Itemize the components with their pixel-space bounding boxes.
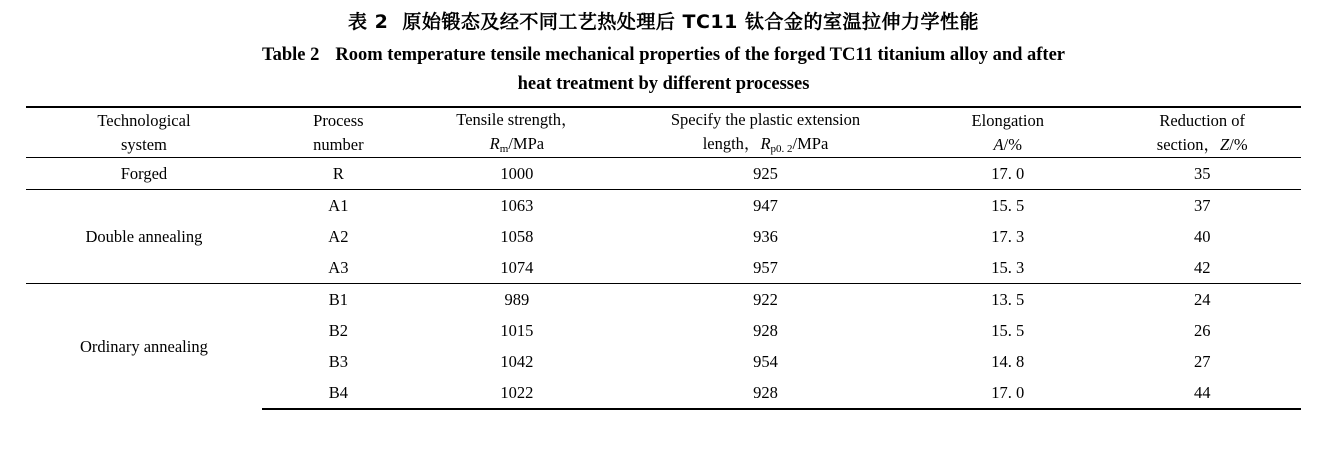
cell-elongation: 13. 5 xyxy=(912,284,1103,316)
cell-reduction: 37 xyxy=(1103,190,1301,222)
cell-reduction: 27 xyxy=(1193,352,1211,372)
table-title-chinese: 原始锻态及经不同工艺热处理后 TC11 钛合金的室温拉伸力学性能 xyxy=(402,11,979,33)
cell-process-number: B2 xyxy=(328,321,348,341)
column-header-technological-system-line1: Technological xyxy=(97,111,191,131)
column-header-tensile-strength-line2 xyxy=(415,132,619,157)
cell-reduction: 35 xyxy=(1103,158,1301,190)
cell-process-number: B3 xyxy=(328,352,348,372)
cell-elongation: 15. 5 xyxy=(912,190,1103,222)
cell-process-number: B4 xyxy=(262,377,415,409)
cell-reduction: 44 xyxy=(1103,377,1301,409)
table-caption-english-line1 xyxy=(26,41,1301,71)
table-row xyxy=(26,158,1301,190)
table-caption-chinese xyxy=(26,0,1301,37)
cell-process-number: A2 xyxy=(328,227,349,247)
table-row xyxy=(26,190,1301,222)
label-section: section， xyxy=(1156,134,1221,154)
table-caption-english xyxy=(26,41,1301,101)
symbol-rp02: R xyxy=(760,133,771,153)
cell-tensile-strength: 1063 xyxy=(415,190,619,222)
cell-technological-system: Double annealing xyxy=(26,190,262,284)
column-header-tensile-strength xyxy=(415,107,619,157)
cell-elongation: 15. 3 xyxy=(991,258,1025,278)
column-header-technological-system-line2: system xyxy=(121,134,167,154)
table-header-row xyxy=(26,107,1301,157)
column-header-plastic-extension xyxy=(619,107,912,157)
cell-elongation: 17. 0 xyxy=(912,158,1103,190)
cell-reduction: 26 xyxy=(1193,321,1211,341)
table-label-chinese: 表 2 xyxy=(348,11,389,33)
cell-rp02: 954 xyxy=(753,352,778,372)
symbol-rm: R xyxy=(489,133,500,153)
cell-tensile-strength: 1000 xyxy=(415,158,619,190)
cell-process-number: R xyxy=(262,158,415,190)
column-header-elongation-line2 xyxy=(912,133,1103,156)
cell-rp02: 947 xyxy=(619,190,912,222)
table-body xyxy=(26,158,1301,410)
cell-technological-system: Forged xyxy=(26,158,262,190)
table-row xyxy=(26,284,1301,316)
cell-elongation: 17. 0 xyxy=(912,377,1103,409)
cell-reduction: 40 xyxy=(1193,227,1211,247)
column-header-reduction-line1: Reduction of xyxy=(1159,111,1246,131)
column-header-reduction-of-section xyxy=(1103,107,1301,157)
column-header-process-number xyxy=(262,107,415,157)
cell-rp02: 922 xyxy=(619,284,912,316)
cell-process-number: A3 xyxy=(328,258,349,278)
cell-tensile-strength: 1058 xyxy=(500,227,534,247)
cell-process-number: A1 xyxy=(262,190,415,222)
cell-reduction: 24 xyxy=(1103,284,1301,316)
cell-tensile-strength: 989 xyxy=(415,284,619,316)
cell-technological-system: Ordinary annealing xyxy=(26,284,262,410)
table-header xyxy=(26,107,1301,157)
cell-rp02: 957 xyxy=(753,258,778,278)
cell-reduction: 42 xyxy=(1193,258,1211,278)
subscript-m: m xyxy=(499,142,509,155)
column-header-plastic-extension-line1: Specify the plastic extension xyxy=(670,110,861,130)
column-header-technological-system xyxy=(26,107,262,157)
mechanical-properties-table xyxy=(26,106,1301,410)
unit-mpa-tensile: /MPa xyxy=(508,133,545,153)
column-header-reduction-line2 xyxy=(1103,133,1301,156)
label-length: length， xyxy=(702,133,761,153)
cell-tensile-strength: 1074 xyxy=(500,258,534,278)
cell-tensile-strength: 1022 xyxy=(415,377,619,409)
symbol-a: A xyxy=(993,134,1004,154)
cell-rp02: 925 xyxy=(619,158,912,190)
table-title-english-1: Room temperature tensile mechanical properties of the forged TC11 titanium alloy and after xyxy=(335,44,1066,65)
cell-elongation: 17. 3 xyxy=(991,227,1025,247)
column-header-process-number-line1: Process xyxy=(313,111,364,131)
unit-mpa-rp02: /MPa xyxy=(792,133,829,153)
cell-tensile-strength: 1015 xyxy=(500,321,534,341)
table-caption-english-line2: heat treatment by different processes xyxy=(517,74,810,95)
table-label-english: Table 2 xyxy=(261,44,320,65)
column-header-tensile-strength-line1: Tensile strength， xyxy=(456,110,578,130)
unit-percent-elongation: /% xyxy=(1003,134,1022,154)
cell-rp02: 928 xyxy=(619,377,912,409)
unit-percent-reduction: /% xyxy=(1229,134,1248,154)
cell-elongation: 14. 8 xyxy=(991,352,1025,372)
cell-tensile-strength: 1042 xyxy=(500,352,534,372)
column-header-elongation xyxy=(912,107,1103,157)
column-header-elongation-line1: Elongation xyxy=(971,111,1044,131)
column-header-process-number-line2: number xyxy=(313,134,364,154)
column-header-plastic-extension-line2 xyxy=(619,132,912,157)
cell-process-number: B1 xyxy=(262,284,415,316)
symbol-z: Z xyxy=(1220,134,1230,154)
cell-rp02: 936 xyxy=(753,227,778,247)
cell-rp02: 928 xyxy=(753,321,778,341)
subscript-p02: p0. 2 xyxy=(770,142,793,155)
cell-elongation: 15. 5 xyxy=(991,321,1025,341)
